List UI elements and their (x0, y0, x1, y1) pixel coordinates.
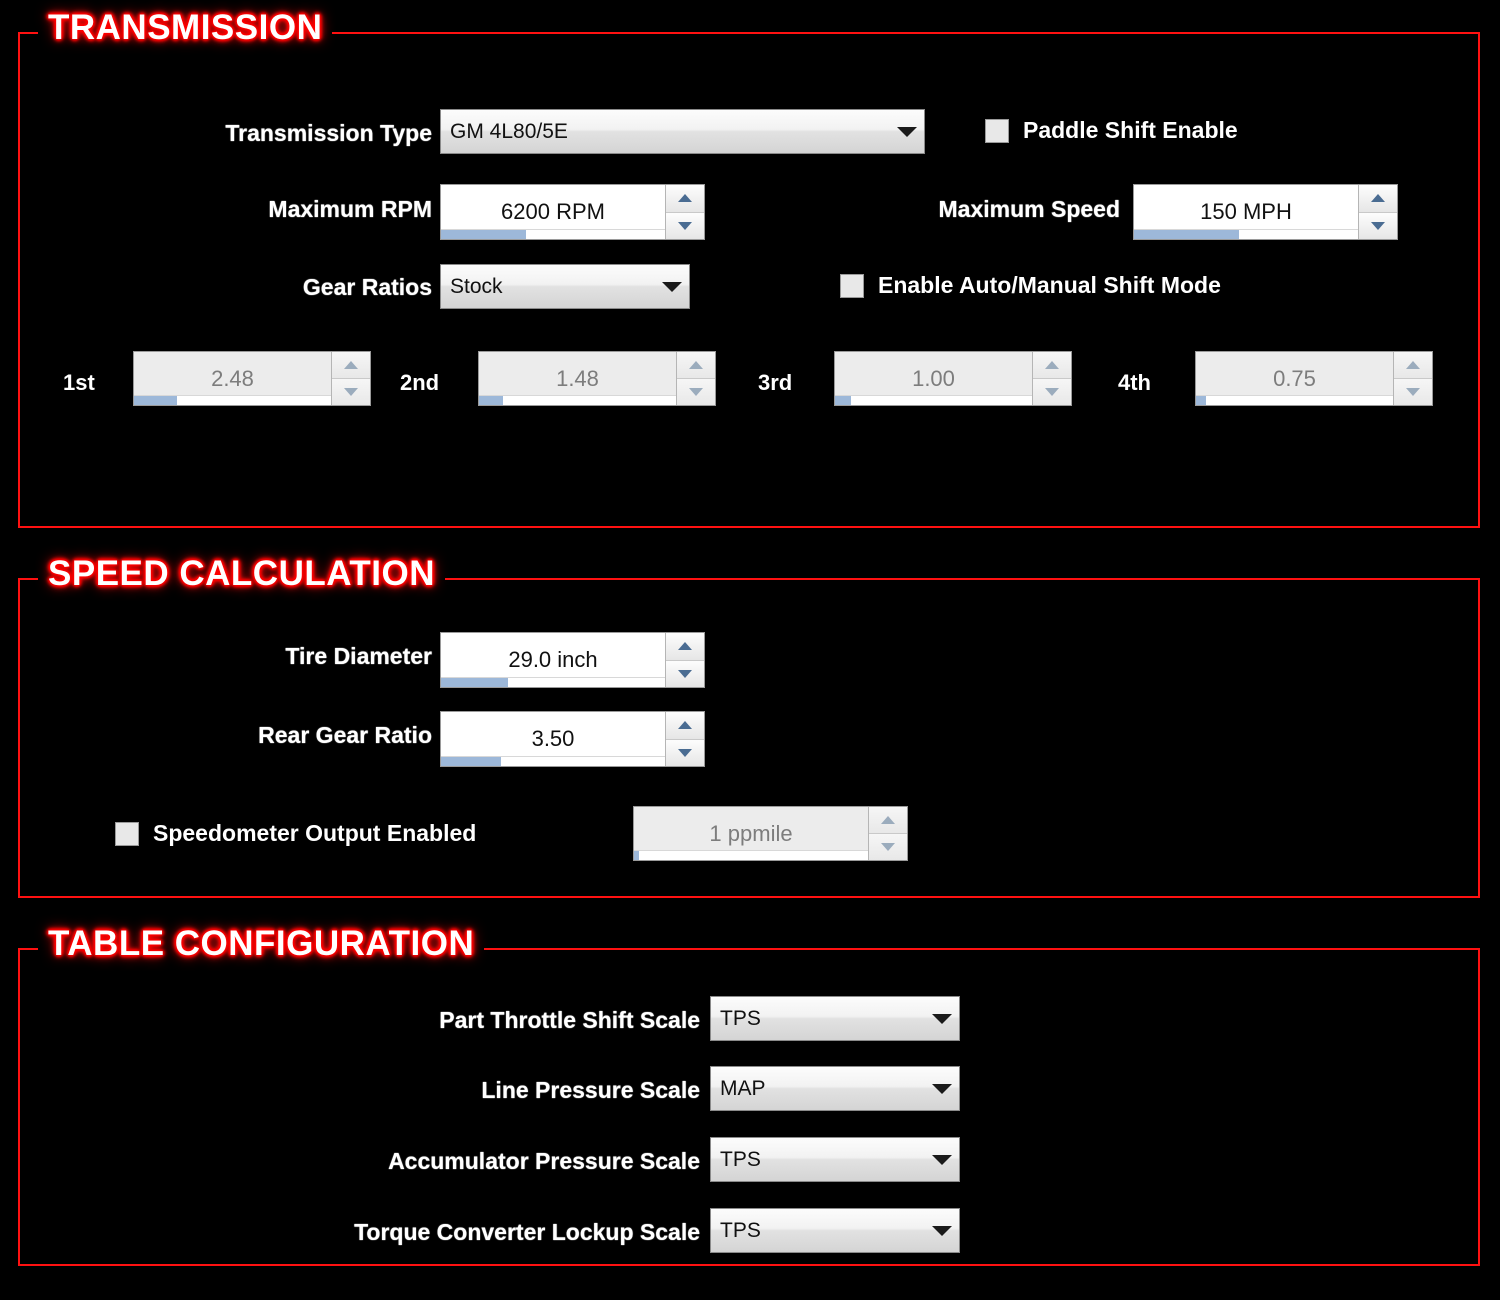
speedometer-output-enabled-label: Speedometer Output Enabled (153, 820, 477, 846)
value-fill (479, 396, 503, 405)
tire-diameter-value: 29.0 inch (508, 647, 598, 672)
chevron-down-icon (925, 1226, 959, 1236)
value-fill (1134, 230, 1239, 239)
rear-gear-ratio-stepper[interactable] (665, 712, 704, 766)
stepper-up-button[interactable] (677, 352, 715, 378)
checkbox-box[interactable] (985, 119, 1009, 143)
gear-3rd-spinner[interactable] (834, 351, 1072, 406)
table-configuration-group (18, 924, 1480, 1266)
maximum-speed-spinner[interactable] (1133, 184, 1398, 240)
value-fill (441, 678, 508, 687)
chevron-down-icon (890, 127, 924, 137)
stepper-up-button[interactable] (1394, 352, 1432, 378)
gear-4th-stepper[interactable] (1393, 352, 1432, 405)
line-pressure-scale-select[interactable] (710, 1066, 960, 1111)
maximum-speed-stepper[interactable] (1358, 185, 1397, 239)
gear-2nd-value: 1.48 (556, 365, 599, 391)
maximum-rpm-field[interactable] (441, 185, 665, 239)
transmission-type-select[interactable] (440, 109, 925, 154)
gear-4th-field[interactable] (1196, 352, 1393, 405)
maximum-rpm-value: 6200 RPM (501, 199, 605, 224)
gear-ratios-value: Stock (450, 274, 503, 298)
chevron-down-icon (655, 282, 689, 292)
torque-converter-lockup-scale-value: TPS (720, 1218, 761, 1242)
speedometer-ppmile-spinner[interactable] (633, 806, 908, 861)
accumulator-pressure-scale-select[interactable] (710, 1137, 960, 1182)
value-fill (835, 396, 851, 405)
part-throttle-shift-scale-label: Part Throttle Shift Scale (439, 1007, 700, 1033)
value-fill (634, 851, 639, 860)
stepper-down-button[interactable] (666, 739, 704, 767)
stepper-down-button[interactable] (1394, 378, 1432, 405)
torque-converter-lockup-scale-select[interactable] (710, 1208, 960, 1253)
maximum-rpm-stepper[interactable] (665, 185, 704, 239)
maximum-rpm-label: Maximum RPM (268, 196, 432, 222)
line-pressure-scale-label: Line Pressure Scale (481, 1077, 700, 1103)
part-throttle-shift-scale-value: TPS (720, 1006, 761, 1030)
accumulator-pressure-scale-value: TPS (720, 1147, 761, 1171)
maximum-rpm-spinner[interactable] (440, 184, 705, 240)
stepper-up-button[interactable] (869, 807, 907, 833)
paddle-shift-enable-label: Paddle Shift Enable (1023, 117, 1238, 143)
transmission-type-label: Transmission Type (225, 120, 432, 146)
tire-diameter-spinner[interactable] (440, 632, 705, 688)
gear-4th-spinner[interactable] (1195, 351, 1433, 406)
stepper-up-button[interactable] (1359, 185, 1397, 212)
speed-calculation-group (18, 554, 1480, 898)
maximum-speed-field[interactable] (1134, 185, 1358, 239)
rear-gear-ratio-label: Rear Gear Ratio (258, 722, 432, 748)
tire-diameter-label: Tire Diameter (285, 643, 432, 669)
gear-1st-stepper[interactable] (331, 352, 370, 405)
gear-1st-field[interactable] (134, 352, 331, 405)
gear-2nd-label: 2nd (400, 370, 440, 395)
stepper-up-button[interactable] (1033, 352, 1071, 378)
rear-gear-ratio-value: 3.50 (531, 726, 575, 751)
speedometer-ppmile-field[interactable] (634, 807, 868, 860)
stepper-down-button[interactable] (1033, 378, 1071, 405)
transmission-group-title: TRANSMISSION (38, 8, 332, 48)
stepper-down-button[interactable] (1359, 212, 1397, 240)
chevron-down-icon (925, 1084, 959, 1094)
gear-2nd-stepper[interactable] (676, 352, 715, 405)
gear-ratios-select[interactable] (440, 264, 690, 309)
checkbox-box[interactable] (840, 274, 864, 298)
value-track (479, 395, 676, 405)
maximum-speed-value: 150 MPH (1200, 199, 1292, 224)
gear-1st-value: 2.48 (211, 365, 254, 391)
stepper-down-button[interactable] (666, 212, 704, 240)
gear-2nd-spinner[interactable] (478, 351, 716, 406)
gear-3rd-label: 3rd (758, 370, 793, 395)
speedometer-ppmile-stepper[interactable] (868, 807, 907, 860)
stepper-down-button[interactable] (869, 833, 907, 860)
value-fill (441, 230, 526, 239)
speedometer-output-enabled-checkbox[interactable] (115, 820, 476, 847)
stepper-down-button[interactable] (677, 378, 715, 405)
tire-diameter-field[interactable] (441, 633, 665, 687)
gear-3rd-stepper[interactable] (1032, 352, 1071, 405)
stepper-up-button[interactable] (666, 185, 704, 212)
gear-4th-value: 0.75 (1273, 365, 1316, 391)
stepper-up-button[interactable] (666, 712, 704, 739)
maximum-speed-label: Maximum Speed (938, 196, 1120, 222)
auto-manual-shift-mode-checkbox[interactable] (840, 272, 1221, 299)
auto-manual-shift-mode-label: Enable Auto/Manual Shift Mode (878, 272, 1221, 298)
checkbox-box[interactable] (115, 822, 139, 846)
gear-1st-spinner[interactable] (133, 351, 371, 406)
chevron-down-icon (925, 1014, 959, 1024)
rear-gear-ratio-spinner[interactable] (440, 711, 705, 767)
value-fill (1196, 396, 1206, 405)
accumulator-pressure-scale-label: Accumulator Pressure Scale (388, 1148, 700, 1174)
gear-3rd-value: 1.00 (912, 365, 955, 391)
transmission-group (18, 8, 1480, 528)
speedometer-ppmile-value: 1 ppmile (709, 820, 793, 846)
table-configuration-group-title: TABLE CONFIGURATION (38, 924, 484, 964)
stepper-up-button[interactable] (332, 352, 370, 378)
gear-1st-label: 1st (63, 370, 95, 395)
value-fill (134, 396, 177, 405)
transmission-type-value: GM 4L80/5E (450, 119, 568, 143)
value-track (835, 395, 1032, 405)
gear-ratios-label: Gear Ratios (302, 274, 432, 300)
value-fill (441, 757, 501, 766)
gear-4th-label: 4th (1118, 370, 1151, 395)
value-track (634, 850, 868, 860)
stepper-down-button[interactable] (666, 660, 704, 688)
rear-gear-ratio-field[interactable] (441, 712, 665, 766)
stepper-up-button[interactable] (666, 633, 704, 660)
gear-3rd-field[interactable] (835, 352, 1032, 405)
paddle-shift-enable-checkbox[interactable] (985, 117, 1238, 144)
speed-calculation-group-title: SPEED CALCULATION (38, 554, 445, 594)
gear-2nd-field[interactable] (479, 352, 676, 405)
torque-converter-lockup-scale-label: Torque Converter Lockup Scale (354, 1219, 700, 1245)
line-pressure-scale-value: MAP (720, 1076, 766, 1100)
stepper-down-button[interactable] (332, 378, 370, 405)
tire-diameter-stepper[interactable] (665, 633, 704, 687)
chevron-down-icon (925, 1155, 959, 1165)
value-track (1196, 395, 1393, 405)
part-throttle-shift-scale-select[interactable] (710, 996, 960, 1041)
